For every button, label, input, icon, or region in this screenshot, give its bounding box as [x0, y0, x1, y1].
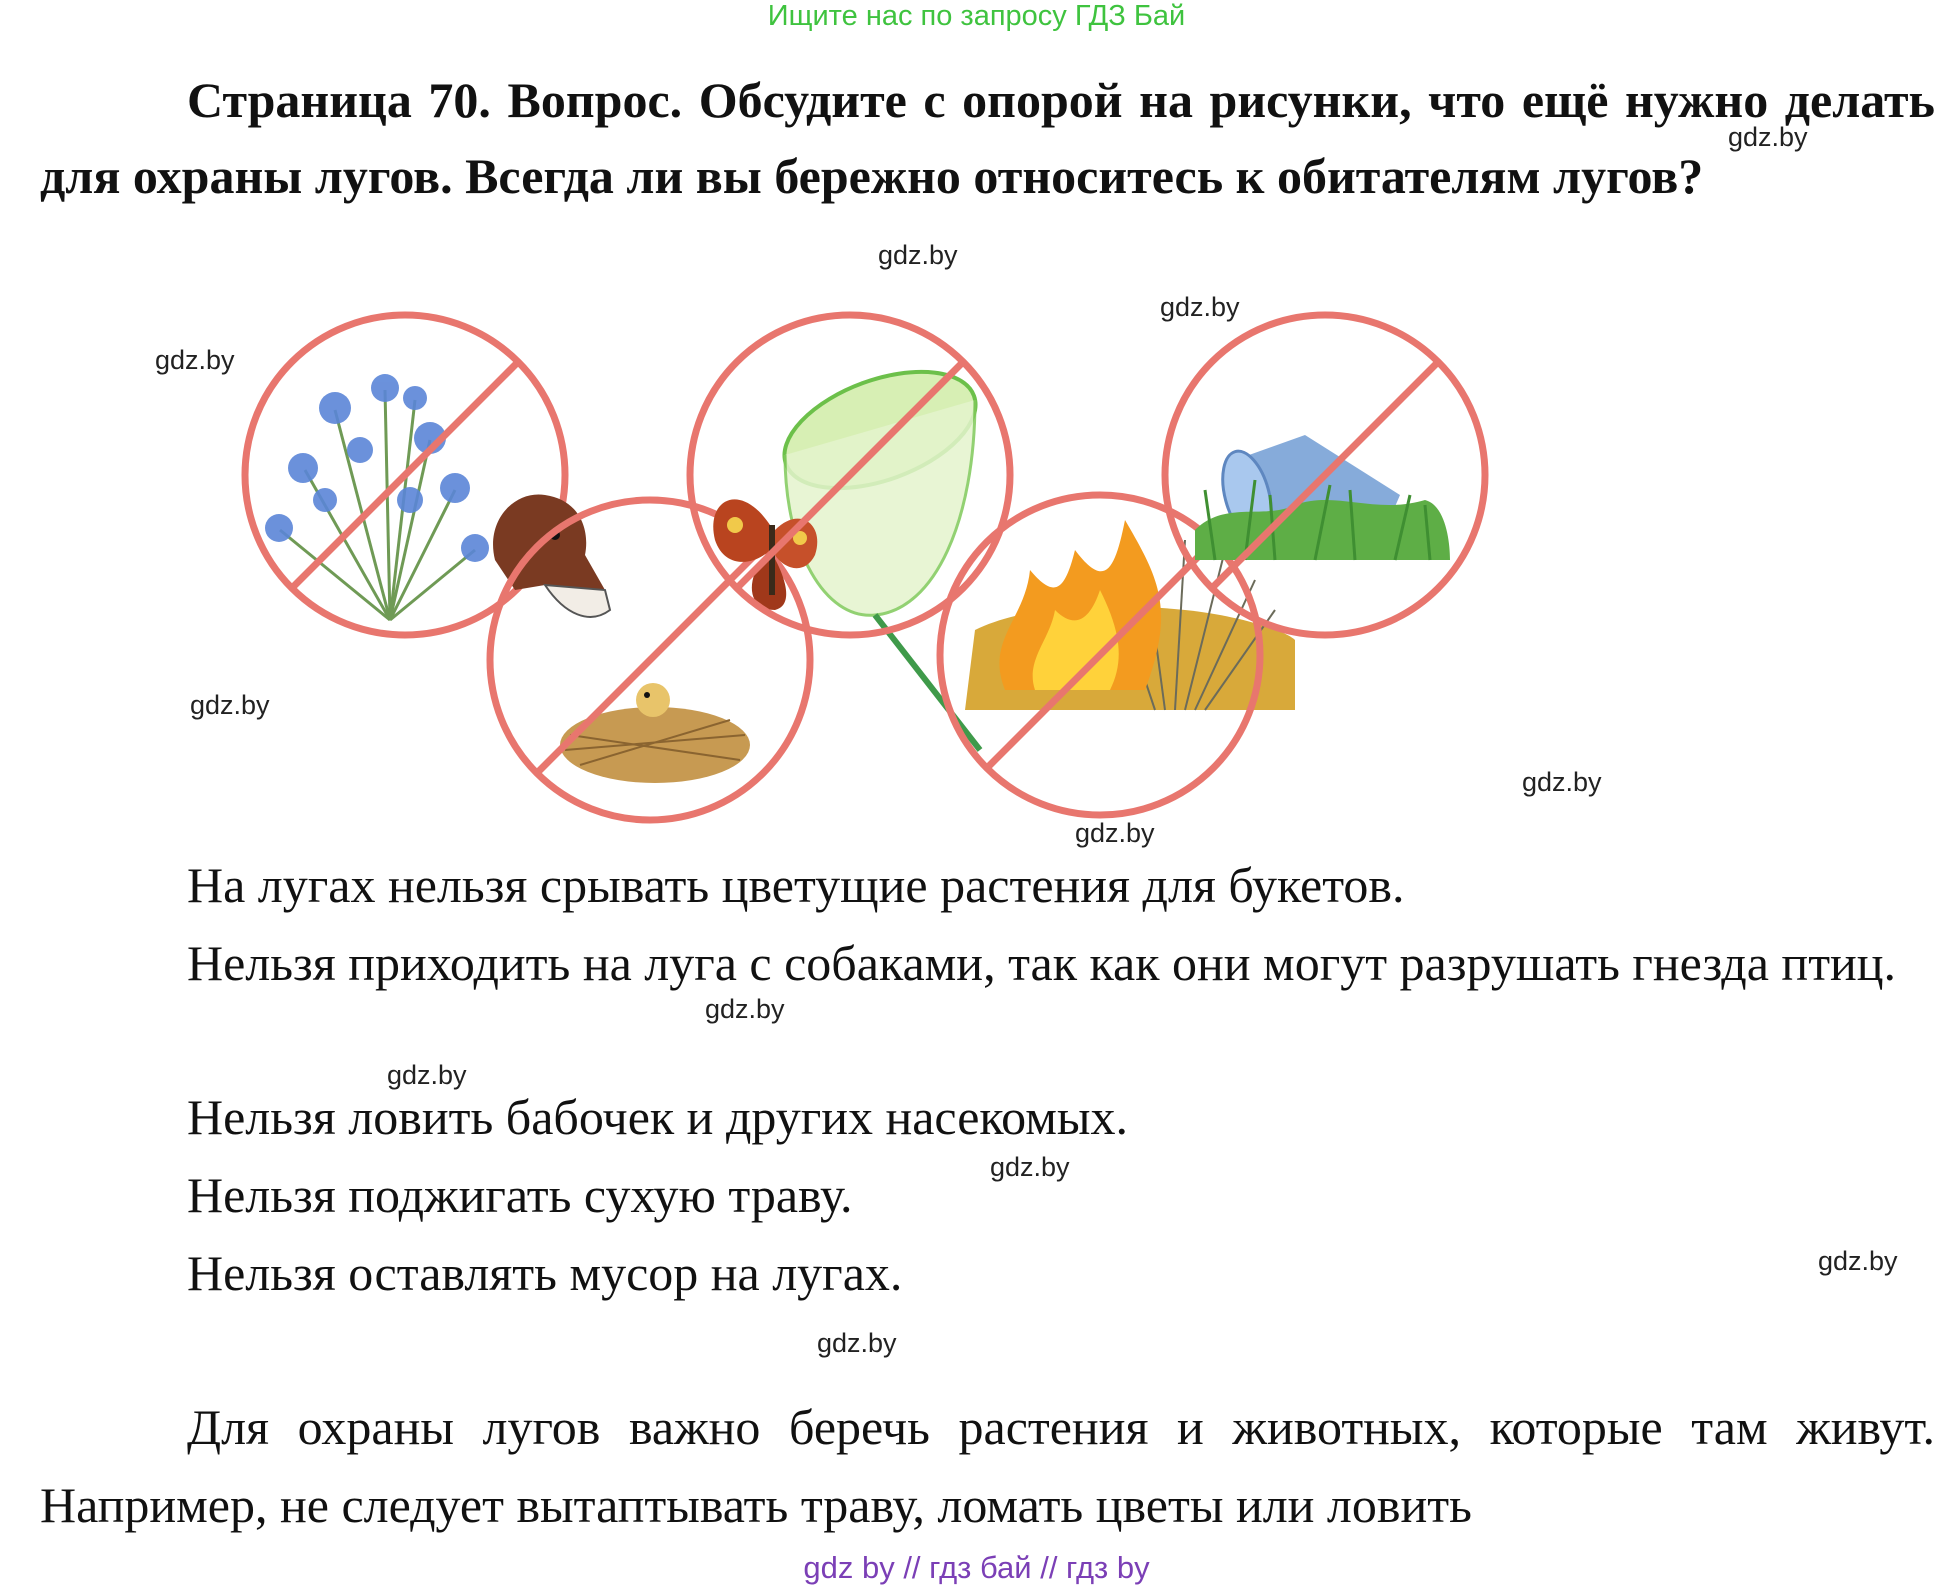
- watermark: gdz.by: [387, 1060, 467, 1090]
- answer-line: Нельзя поджигать сухую траву.: [187, 1167, 853, 1223]
- answer-line: Нельзя ловить бабочек и других насекомых.: [187, 1089, 1128, 1145]
- question-text: Страница 70. Вопрос. Обсудите с опорой на рисунки, что ещё нужно делать для охраны лугов. Всегда ли вы бережно относитесь к обитателям лугов?: [40, 72, 1935, 204]
- bottom-banner[interactable]: gdz by // гдз бай // гдз by: [803, 1550, 1150, 1585]
- watermark: gdz.by: [190, 690, 270, 720]
- watermark: gdz.by: [1075, 818, 1155, 848]
- prohibition-signs-illustration: [185, 290, 1825, 840]
- conclusion-paragraph: Для охраны лугов важно беречь растения и животных, которые там живут. Например, не следует вытаптывать траву, ломать цветы или ловить: [40, 1399, 1935, 1533]
- answer-line: На лугах нельзя срывать цветущие растения для букетов.: [187, 857, 1405, 913]
- watermark: gdz.by: [817, 1328, 897, 1358]
- answer-line: Нельзя приходить на луга с собаками, так как они могут разрушать гнезда птиц.: [187, 935, 1897, 991]
- watermark: gdz.by: [1818, 1246, 1898, 1276]
- litter-cup-icon: [1165, 315, 1485, 635]
- watermark: gdz.by: [1522, 767, 1602, 797]
- watermark: gdz.by: [990, 1152, 1070, 1182]
- answer-line: Нельзя оставлять мусор на лугах.: [187, 1245, 903, 1301]
- butterfly-net-icon: [690, 315, 1010, 750]
- watermark: gdz.by: [1728, 122, 1808, 152]
- watermark: gdz.by: [1160, 292, 1240, 322]
- watermark: gdz.by: [155, 345, 235, 375]
- watermark: gdz.by: [705, 994, 785, 1024]
- top-banner[interactable]: Ищите нас по запросу ГДЗ Бай: [767, 0, 1186, 32]
- watermark: gdz.by: [878, 240, 958, 270]
